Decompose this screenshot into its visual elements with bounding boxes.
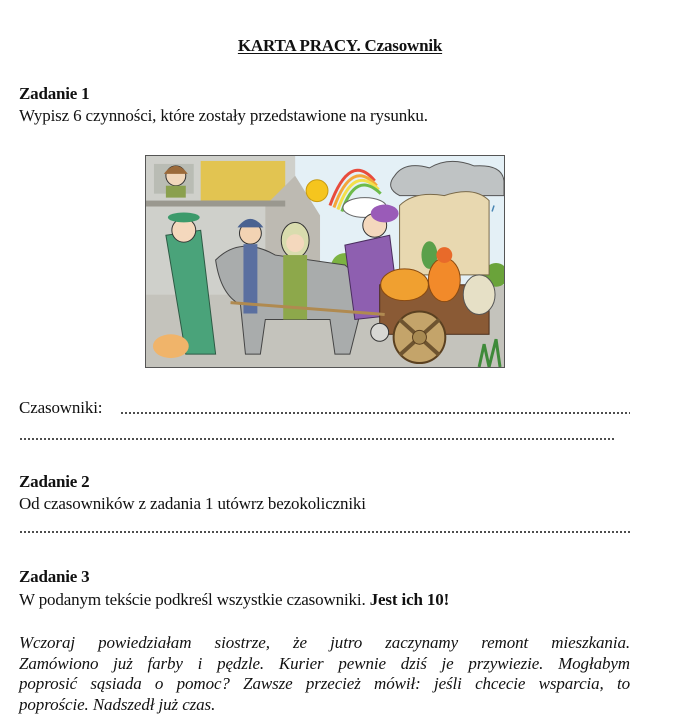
page-title: KARTA PRACY. Czasownik <box>237 36 443 55</box>
cartoon-image <box>146 156 504 367</box>
story-line[interactable]: Wczoraj powiedziałam siostrze, że jutro zaczynamy remont mieszkania. <box>19 633 630 652</box>
task3-heading: Zadanie 3 <box>19 567 90 586</box>
task1-illustration <box>145 155 505 368</box>
task3-instruction <box>19 590 449 610</box>
story-line[interactable]: poprosić sąsiada o pomoc? Zawsze przecież mówił: jeśli chcecie wsparcia, to <box>19 674 630 693</box>
task1-instruction: Wypisz 6 czynności, które zostały przedstawione na rysunku. <box>19 106 428 125</box>
task3-story-text[interactable] <box>19 633 630 715</box>
task2-heading: Zadanie 2 <box>19 472 90 491</box>
task1-heading: Zadanie 1 <box>19 84 90 103</box>
task1-answer-line-2[interactable] <box>19 438 616 440</box>
task2-answer-line[interactable] <box>19 531 630 533</box>
story-line[interactable]: poproście. Nadszedł już czas. <box>19 694 216 714</box>
story-line[interactable]: Zamówiono już farby i pędzle. Kurier pewnie dziś je przywiezie. Mogłabym <box>19 653 630 673</box>
task1-answer-line-1[interactable] <box>120 412 630 414</box>
task1-answer-label: Czasowniki: <box>19 398 103 417</box>
task3-instruction-text: W podanym tekście podkreśl wszystkie czasowniki. <box>19 590 366 609</box>
task3-instruction-emphasis: Jest ich 10! <box>369 590 450 609</box>
task2-instruction: Od czasowników z zadania 1 utówrz bezokoliczniki <box>19 494 366 513</box>
